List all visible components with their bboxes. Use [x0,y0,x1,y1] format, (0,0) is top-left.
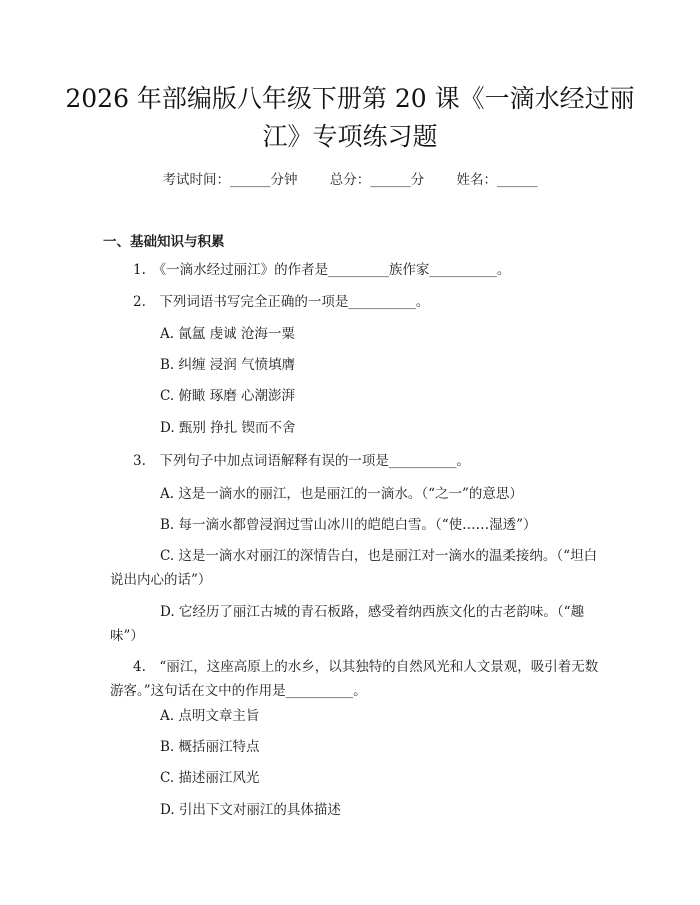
question-3: 3. 下列句子中加点词语解释有误的一项是__________。 [133,453,470,469]
question-4: 4. “丽江，这座高原上的水乡，以其独特的自然风光和人文景观，吸引着无数游客。”这句话在文中的作用是__________。 [110,659,599,699]
question-2: 2. 下列词语书写完全正确的一项是__________。 [133,294,430,310]
section-heading: 一、基础知识与积累 [103,234,225,250]
question-4-option-d: D. 引出下文对丽江的具体描述 [160,802,341,818]
exam-score: 总分：______分 [329,172,425,188]
question-1: 1. 《一滴水经过丽江》的作者是_________族作家__________。 [133,262,511,278]
question-3-option-b: B. 每一滴水都曾浸润过雪山冰川的皑皑白雪。（“使……湿透”） [160,517,537,533]
question-3-option-d: D. 它经历了丽江古城的青石板路，感受着纳西族文化的古老韵味。（“趣味”） [110,604,585,644]
page-title: 2026 年部编版八年级下册第 20 课《一滴水经过丽江》专项练习题 [65,84,635,151]
exam-time: 考试时间：______分钟 [162,172,298,188]
question-2-option-c: C. 俯瞰 琢磨 心潮澎湃 [160,388,296,404]
exam-name: 姓名：______ [456,172,538,188]
question-4-option-c: C. 描述丽江风光 [160,770,260,786]
question-4-option-a: A. 点明文章主旨 [160,708,260,724]
question-3-option-a: A. 这是一滴水的丽江，也是丽江的一滴水。（“之一”的意思） [160,486,523,502]
exam-meta [0,168,700,188]
question-3-option-c: C. 这是一滴水对丽江的深情告白，也是丽江对一滴水的温柔接纳。（“坦白说出内心的话”） [110,548,598,588]
question-2-option-a: A. 氤氲 虔诚 沧海一粟 [160,326,295,342]
question-4-option-b: B. 概括丽江特点 [160,739,260,755]
question-2-option-b: B. 纠缠 浸润 气愤填膺 [160,357,296,373]
question-2-option-d: D. 甄别 挣扎 锲而不舍 [160,420,296,436]
